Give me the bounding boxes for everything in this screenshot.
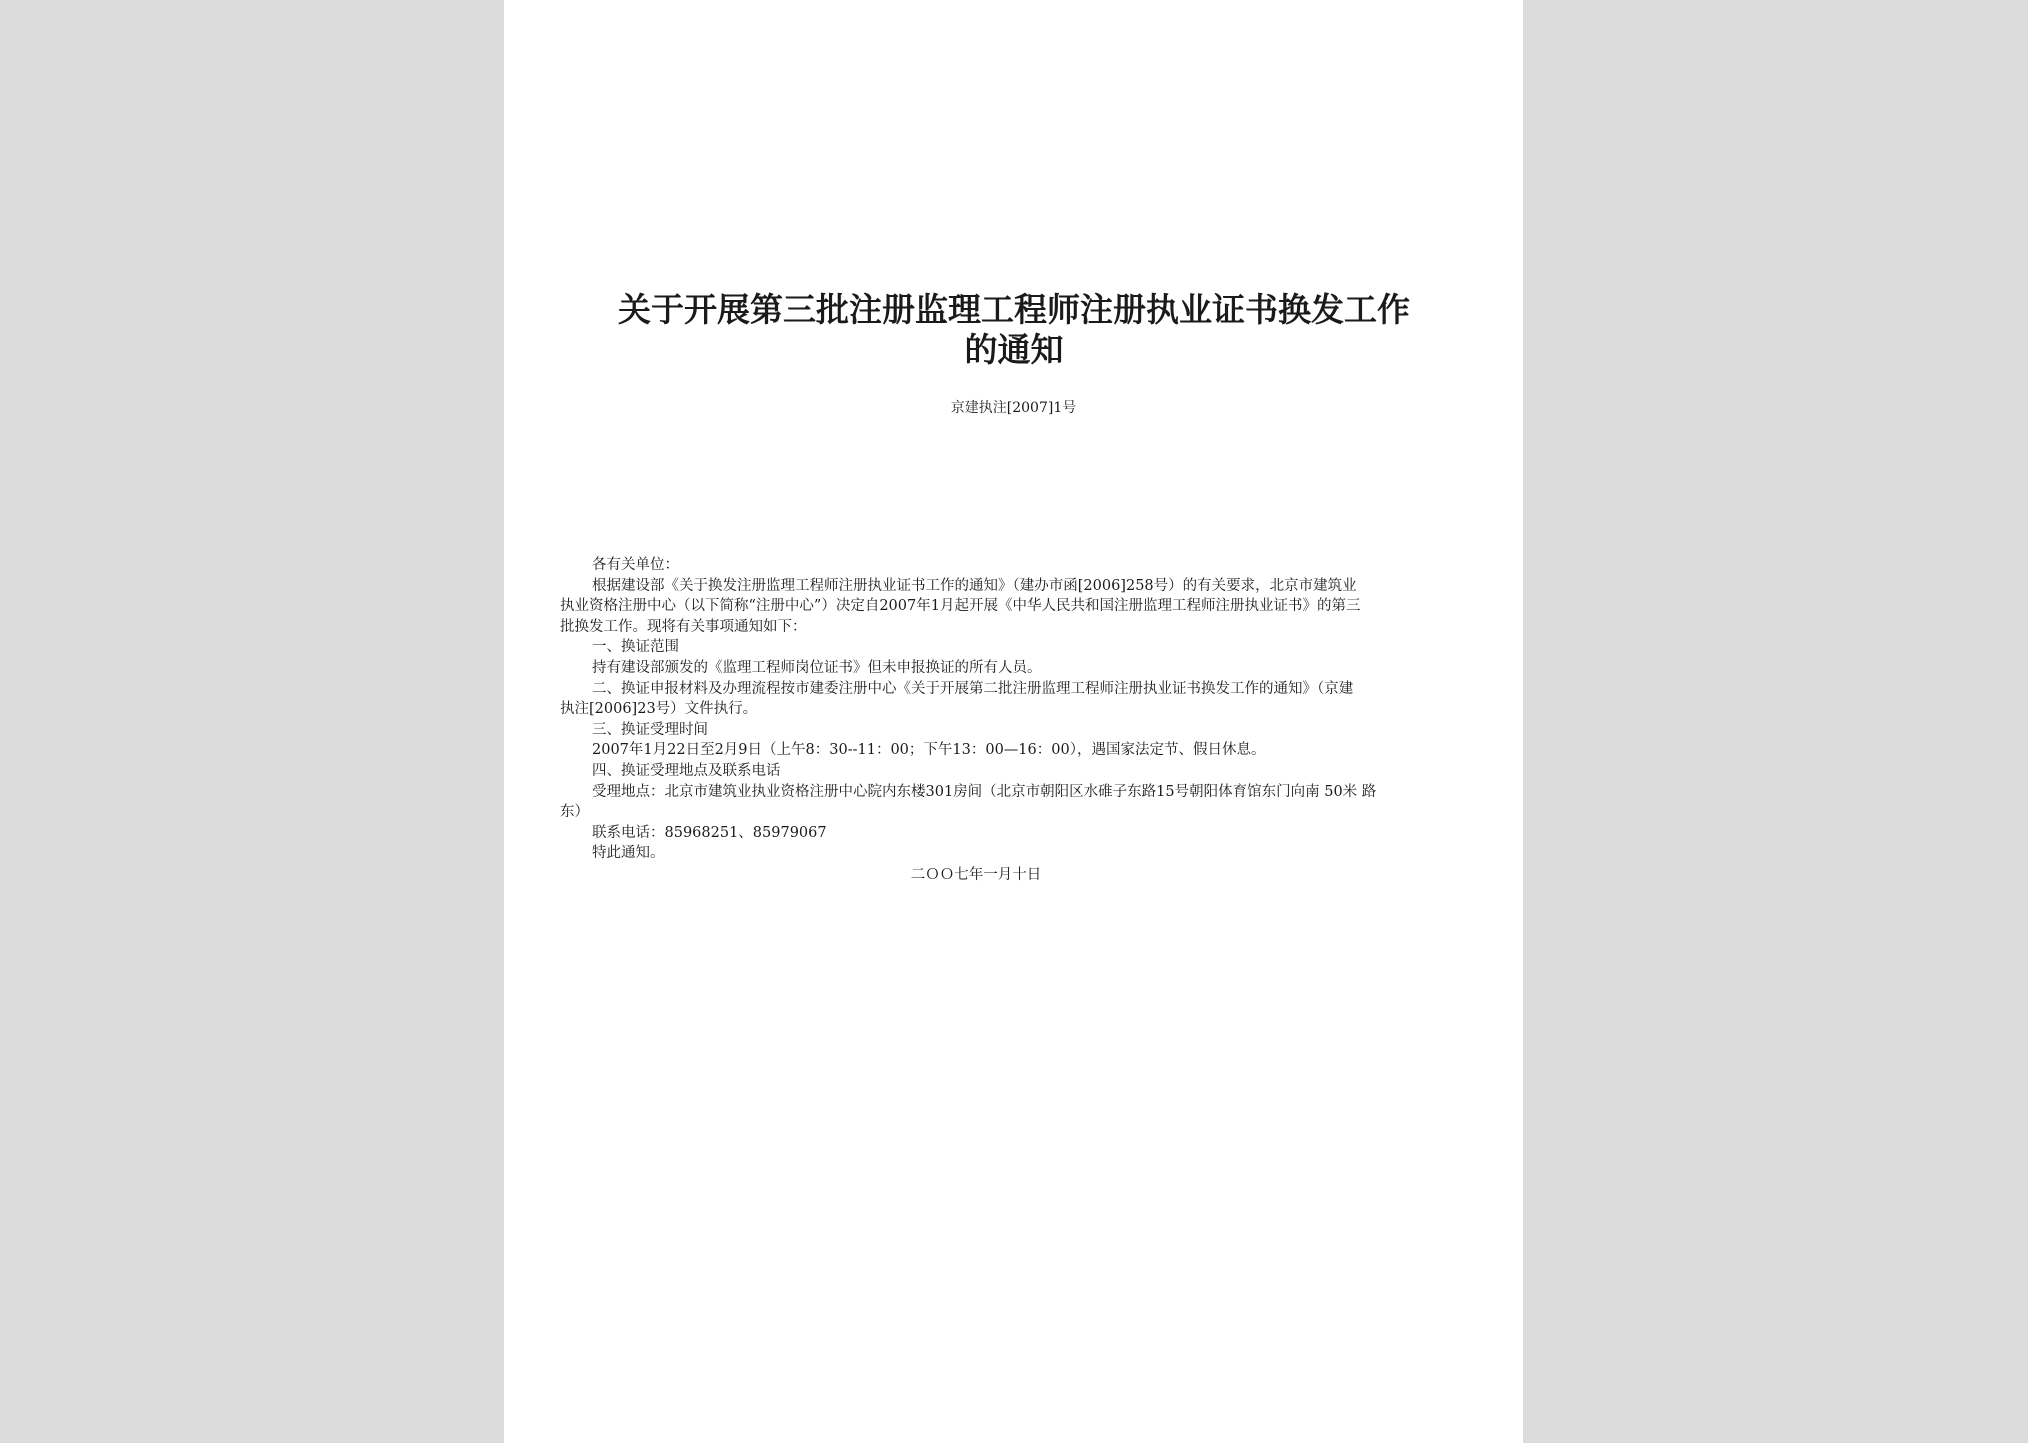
title-line-1: 关于开展第三批注册监理工程师注册执业证书换发工作 — [618, 290, 1410, 329]
body-line: 批换发工作。现将有关事项通知如下： — [560, 618, 807, 635]
document-page — [504, 0, 1523, 1443]
body-line: 2007年1月22日至2月9日（上午8：30--11：00；下午13：00—16：00），遇国家法定节、假日休息。 — [592, 742, 1266, 759]
body-line: 根据建设部《关于换发注册监理工程师注册执业证书工作的通知》（建办市函[2006]258号）的有关要求，北京市建筑业 — [592, 577, 1357, 594]
body-line: 执业资格注册中心（以下简称“注册中心”）决定自2007年1月起开展《中华人民共和国注册监理工程师注册执业证书》的第三 — [560, 598, 1361, 615]
document-number: 京建执注[2007]1号 — [950, 400, 1077, 416]
body-line: 四、换证受理地点及联系电话 — [592, 762, 781, 779]
body-line: 二、换证申报材料及办理流程按市建委注册中心《关于开展第二批注册监理工程师注册执业证书换发工作的通知》（京建 — [592, 680, 1354, 697]
title-line-2: 的通知 — [964, 330, 1064, 369]
body-line: 执注[2006]23号）文件执行。 — [560, 701, 758, 718]
body-line: 东） — [560, 804, 589, 821]
body-line: 受理地点：北京市建筑业执业资格注册中心院内东楼301房间（北京市朝阳区水碓子东路15号朝阳体育馆东门向南 50米 路 — [592, 783, 1377, 800]
document-body — [560, 555, 1472, 864]
body-line: 各有关单位： — [592, 557, 679, 573]
document-date: 二ＯＯ七年一月十日 — [910, 867, 1042, 883]
body-line: 持有建设部颁发的《监理工程师岗位证书》但未申报换证的所有人员。 — [592, 659, 1042, 676]
body-line: 三、换证受理时间 — [592, 721, 708, 738]
body-line: 一、换证范围 — [592, 639, 679, 656]
document-title — [564, 290, 1464, 370]
body-line: 联系电话：85968251、85979067 — [592, 824, 827, 841]
body-line: 特此通知。 — [592, 845, 665, 862]
